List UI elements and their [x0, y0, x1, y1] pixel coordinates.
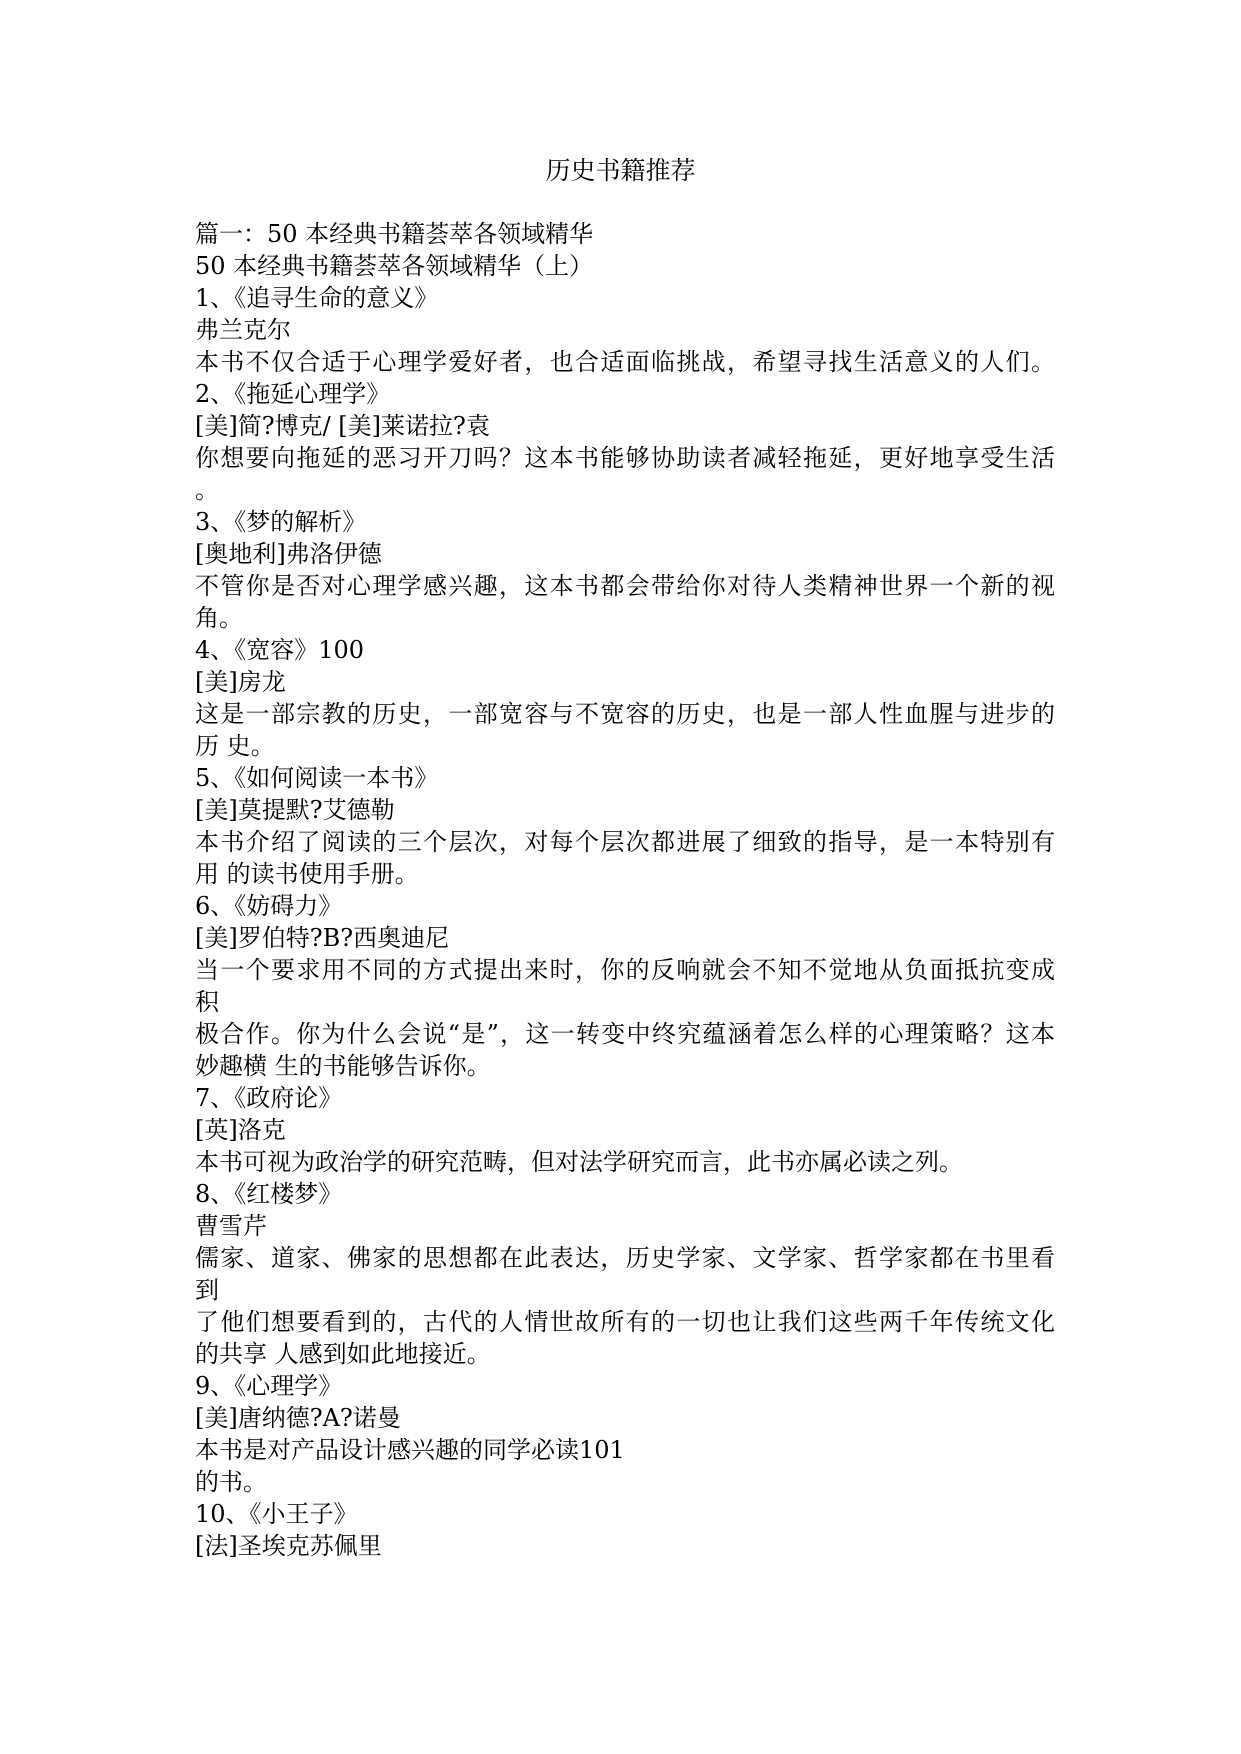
text-line: 曹雪芹: [195, 1212, 267, 1240]
text-line: 7、《政府论》: [195, 1084, 343, 1112]
text-line: 10、《小王子》: [195, 1500, 358, 1528]
text-line: 5、《如何阅读一本书》: [195, 764, 439, 792]
text-line: 本书可视为政治学的研究范畴，但对法学研究而言，此书亦属必读之列。: [195, 1148, 963, 1176]
text-line: 当一个要求用不同的方式提出来时，你的反响就会不知不觉地从负面抵抗变成: [195, 956, 1055, 984]
text-line: 的书。: [195, 1468, 267, 1496]
text-line: [美]莫提默?艾德勒: [195, 796, 395, 824]
text-line: 本书是对产品设计感兴趣的同学必读101: [195, 1436, 625, 1464]
text-line: 极合作。你为什么会说“是”，这一转变中终究蕴涵着怎么样的心理策略？这本: [195, 1020, 1055, 1048]
text-line: 篇一：50 本经典书籍荟萃各领域精华: [195, 220, 594, 248]
text-line: [美]罗伯特?B?西奥迪尼: [195, 924, 450, 952]
text-line: 50 本经典书籍荟萃各领域精华（上）: [195, 252, 594, 280]
text-line: 历 史。: [195, 732, 275, 760]
text-line: 2、《拖延心理学》: [195, 380, 391, 408]
text-line: 儒家、道家、佛家的思想都在此表达，历史学家、文学家、哲学家都在书里看: [195, 1244, 1055, 1272]
text-line: [奥地利]弗洛伊德: [195, 540, 382, 568]
text-line: 本书介绍了阅读的三个层次，对每个层次都进展了细致的指导，是一本特别有: [195, 828, 1055, 856]
document-title: 历史书籍推荐: [545, 156, 696, 185]
text-line: 。: [195, 476, 219, 504]
text-line: [美]唐纳德?A?诺曼: [195, 1404, 401, 1432]
text-line: 的共享 人感到如此地接近。: [195, 1340, 491, 1368]
text-line: 这是一部宗教的历史，一部宽容与不宽容的历史，也是一部人性血腥与进步的: [195, 700, 1055, 728]
text-line: 3、《梦的解析》: [195, 508, 367, 536]
text-line: 1、《追寻生命的意义》: [195, 284, 439, 312]
text-line: 9、《心理学》: [195, 1372, 343, 1400]
text-line: [英]洛克: [195, 1116, 286, 1144]
text-line: 8、《红楼梦》: [195, 1180, 343, 1208]
text-line: [美]房龙: [195, 668, 286, 696]
text-line: 了他们想要看到的，古代的人情世故所有的一切也让我们这些两千年传统文化: [195, 1308, 1055, 1336]
text-line: [法]圣埃克苏佩里: [195, 1532, 382, 1560]
text-line: 到: [195, 1276, 219, 1304]
text-line: [美]简?博克/ [美]莱诺拉?袁: [195, 412, 490, 440]
text-line: 不管你是否对心理学感兴趣，这本书都会带给你对待人类精神世界一个新的视: [195, 572, 1055, 600]
document-body: [195, 218, 1055, 1562]
text-line: 本书不仅合适于心理学爱好者，也合适面临挑战，希望寻找生活意义的人们。: [195, 348, 1055, 376]
text-line: 积: [195, 988, 219, 1016]
text-line: 6、《妨碍力》: [195, 892, 343, 920]
text-line: 你想要向拖延的恶习开刀吗？这本书能够协助读者减轻拖延，更好地享受生活: [195, 444, 1055, 472]
text-line: 弗兰克尔: [195, 316, 291, 344]
text-line: 用 的读书使用手册。: [195, 860, 419, 888]
text-line: 妙趣横 生的书能够告诉你。: [195, 1052, 491, 1080]
text-line: 角。: [195, 604, 243, 632]
text-line: 4、《宽容》100: [195, 636, 365, 664]
